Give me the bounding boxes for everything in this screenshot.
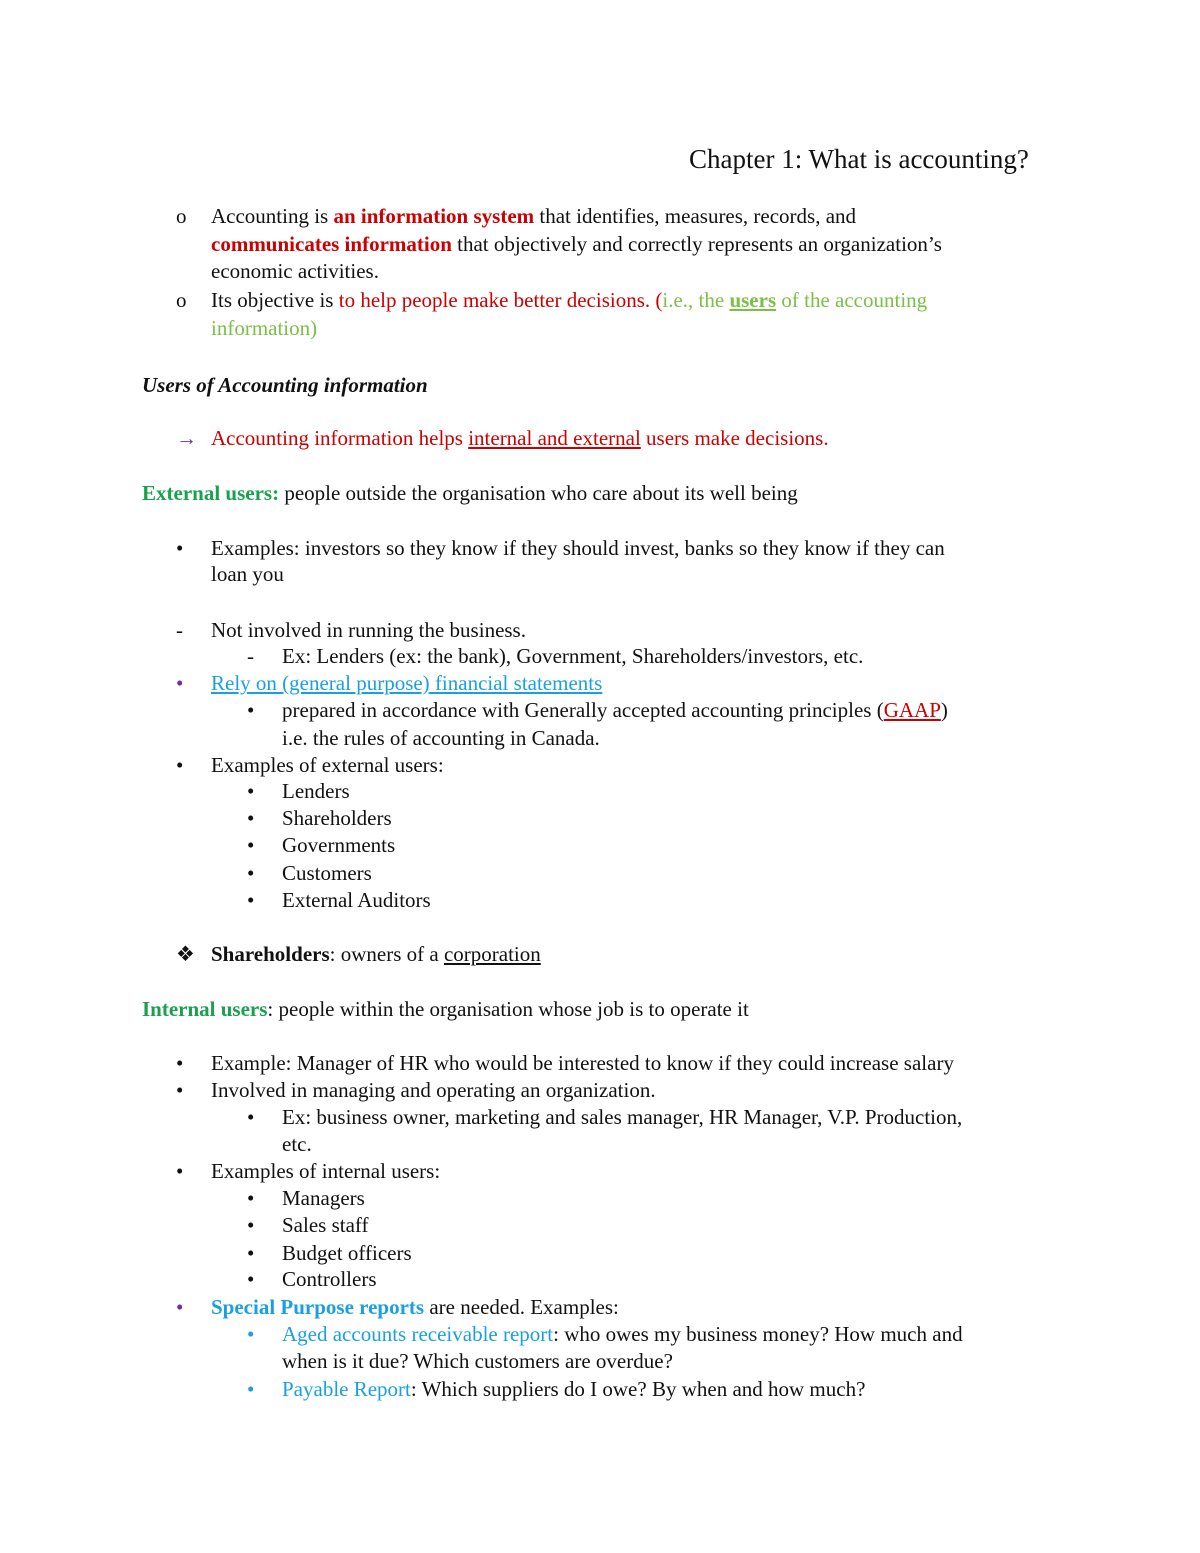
internal-example-line: Example: Manager of HR who would be interested to know if they could increase salary <box>211 1051 954 1075</box>
bullet-icon: • <box>247 806 255 830</box>
prepared-line-2: i.e. the rules of accounting in Canada. <box>282 726 600 750</box>
bullet-icon: • <box>176 671 184 695</box>
circle-bullet-icon: o <box>176 204 187 228</box>
special-purpose-line: Special Purpose reports are needed. Examples: <box>211 1295 619 1319</box>
intro-line-2: communicates information that objectively and correctly represents an organization’s <box>211 232 942 256</box>
bullet-icon: • <box>176 1051 184 1075</box>
list-item: Controllers <box>282 1267 377 1291</box>
bullet-icon: • <box>176 1295 184 1319</box>
aged-report-line-1: Aged accounts receivable report: who owes my business money? How much and <box>282 1322 963 1346</box>
bullet-icon: • <box>247 1105 255 1129</box>
list-item: Sales staff <box>282 1213 369 1237</box>
bullet-icon: • <box>247 1186 255 1210</box>
bullet-icon: • <box>247 861 255 885</box>
shareholders-definition: Shareholders: owners of a corporation <box>211 942 541 966</box>
not-involved-line: Not involved in running the business. <box>211 618 526 642</box>
internal-ex-line-1: Ex: business owner, marketing and sales manager, HR Manager, V.P. Production, <box>282 1105 963 1129</box>
diamond-bullet-icon: ❖ <box>176 942 195 966</box>
external-ex-list: Ex: Lenders (ex: the bank), Government, Shareholders/investors, etc. <box>282 644 864 668</box>
bullet-icon: • <box>247 1213 255 1237</box>
internal-users-definition: Internal users: people within the organisation whose job is to operate it <box>142 997 749 1021</box>
involved-line: Involved in managing and operating an organization. <box>211 1078 656 1102</box>
list-item: Shareholders <box>282 806 392 830</box>
external-users-definition: External users: people outside the organisation who care about its well being <box>142 481 798 505</box>
list-item: Managers <box>282 1186 365 1210</box>
objective-line-2: information) <box>211 316 318 340</box>
section-heading-users: Users of Accounting information <box>142 373 428 397</box>
bullet-icon: • <box>247 1241 255 1265</box>
list-item: Budget officers <box>282 1241 412 1265</box>
bullet-icon: • <box>176 1159 184 1183</box>
list-item: Customers <box>282 861 372 885</box>
bullet-icon: • <box>247 888 255 912</box>
payable-report-line: Payable Report: Which suppliers do I owe? By when and how much? <box>282 1377 866 1401</box>
dash-bullet-icon: - <box>247 644 254 668</box>
bullet-icon: • <box>176 753 184 777</box>
intro-line-3: economic activities. <box>211 259 379 283</box>
dash-bullet-icon: - <box>176 618 183 642</box>
bullet-icon: • <box>247 833 255 857</box>
list-item: External Auditors <box>282 888 431 912</box>
external-examples-heading: Examples of external users: <box>211 753 444 777</box>
bullet-icon: • <box>247 1377 255 1401</box>
bullet-icon: • <box>247 1267 255 1291</box>
rely-on-line: Rely on (general purpose) financial statements <box>211 671 603 695</box>
arrow-right-icon: → <box>176 426 197 450</box>
page-title: Chapter 1: What is accounting? <box>689 144 1029 174</box>
aged-report-line-2: when is it due? Which customers are overdue? <box>282 1349 673 1373</box>
circle-bullet-icon: o <box>176 288 187 312</box>
bullet-icon: • <box>247 779 255 803</box>
internal-examples-heading: Examples of internal users: <box>211 1159 441 1183</box>
prepared-line-1: prepared in accordance with Generally accepted accounting principles (GAAP) <box>282 698 948 722</box>
list-item: Lenders <box>282 779 350 803</box>
list-item: Governments <box>282 833 396 857</box>
intro-line-1: Accounting is an information system that identifies, measures, records, and <box>211 204 857 228</box>
external-example-line-2: loan you <box>211 562 284 586</box>
objective-line-1: Its objective is to help people make better decisions. (i.e., the users of the accounting <box>211 288 928 312</box>
bullet-icon: • <box>247 698 255 722</box>
bullet-icon: • <box>176 1078 184 1102</box>
internal-ex-line-2: etc. <box>282 1132 312 1156</box>
arrow-line: Accounting information helps internal and external users make decisions. <box>211 426 829 450</box>
bullet-icon: • <box>176 536 184 560</box>
external-example-line-1: Examples: investors so they know if they should invest, banks so they know if they can <box>211 536 945 560</box>
bullet-icon: • <box>247 1322 255 1346</box>
